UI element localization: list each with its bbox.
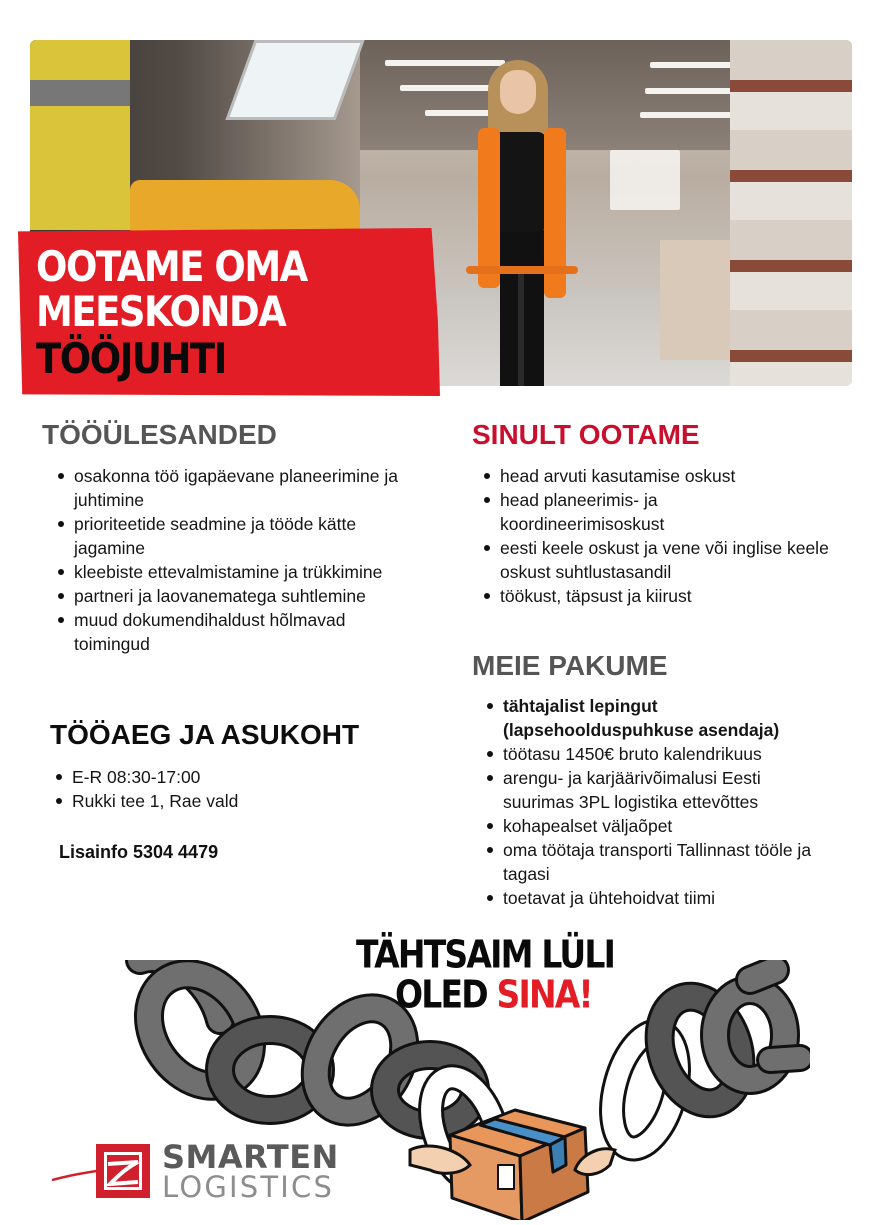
contact-phone[interactable]: Lisainfo 5304 4479 xyxy=(59,842,219,862)
schedule-heading: TÖÖAEG JA ASUKOHT xyxy=(50,719,360,750)
offer-heading: MEIE PAKUME xyxy=(472,650,668,681)
list-item: arengu- ja karjäärivõimalusi Eesti suurimas 3PL logistika ettevõttes xyxy=(487,766,837,814)
orange-vest-left xyxy=(478,128,500,288)
worker-vest xyxy=(30,40,130,230)
list-item: prioriteetide seadmine ja tööde kätte jagamine xyxy=(58,512,403,560)
scooter-stem xyxy=(518,270,524,386)
list-item: oma töötaja transporti Tallinnast tööle ja tagasi xyxy=(487,838,837,886)
job-title: TÖÖJUHTI xyxy=(36,335,226,384)
list-item: head planeerimis- ja koordineerimisoskust xyxy=(484,488,829,536)
list-item: kohapealset väljaõpet xyxy=(487,814,837,838)
list-item: head arvuti kasutamise oskust xyxy=(484,464,829,488)
chain-links-right-icon xyxy=(645,970,800,1115)
tasks-list xyxy=(58,464,403,656)
logo-subtitle: LOGISTICS xyxy=(162,1170,335,1204)
work-location: Rukki tee 1, Rae vald xyxy=(56,789,401,813)
list-item: töötasu 1450€ bruto kalendrikuus xyxy=(487,742,837,766)
headline-line-1: OOTAME OMA xyxy=(36,243,307,292)
list-item: muud dokumendihaldust hõlmavad toimingud xyxy=(58,608,403,656)
scooter-handle xyxy=(466,266,578,274)
person-face xyxy=(500,70,536,114)
headline-line-2: MEESKONDA xyxy=(36,288,286,337)
person-body xyxy=(492,132,546,232)
warehouse-ceiling xyxy=(360,40,780,150)
list-item: eesti keele oskust ja vene või inglise keele oskust suhtlustasandil xyxy=(484,536,829,584)
list-item: kleebiste ettevalmistamine ja trükkimine xyxy=(58,560,403,584)
logo-s-glyph-icon xyxy=(104,1152,142,1190)
ceiling-light xyxy=(645,88,740,94)
list-item: töökust, täpsust ja kiirust xyxy=(484,584,829,608)
requirements-list xyxy=(484,464,829,608)
offer-list xyxy=(487,694,837,910)
logo-name: SMARTEN xyxy=(162,1138,339,1176)
slogan-line-1: TÄHTSAIM LÜLI xyxy=(356,931,615,977)
ceiling-light xyxy=(610,150,680,210)
requirements-heading: SINULT OOTAME xyxy=(472,419,700,450)
tasks-heading: TÖÖÜLESANDED xyxy=(42,419,277,450)
slogan-line-2 xyxy=(395,973,592,1017)
shelf-right xyxy=(730,40,852,386)
vest-stripe xyxy=(30,80,130,106)
working-hours: E-R 08:30-17:00 xyxy=(56,765,401,789)
company-logo xyxy=(52,1140,342,1204)
list-item: toetavat ja ühtehoidvat tiimi xyxy=(487,886,837,910)
schedule-list xyxy=(56,765,401,813)
list-item: tähtajalist lepingut (lapsehoolduspuhkuse asendaja) xyxy=(487,694,837,742)
slogan-prefix: OLED xyxy=(395,971,497,1017)
pallet-boxes xyxy=(660,240,730,360)
ceiling-light xyxy=(385,60,505,66)
list-item: osakonna töö igapäevane planeerimine ja juhtimine xyxy=(58,464,403,512)
ceiling-light xyxy=(640,112,735,118)
slogan-highlight: SINA! xyxy=(496,971,592,1017)
list-item: partneri ja laovanematega suhtlemine xyxy=(58,584,403,608)
